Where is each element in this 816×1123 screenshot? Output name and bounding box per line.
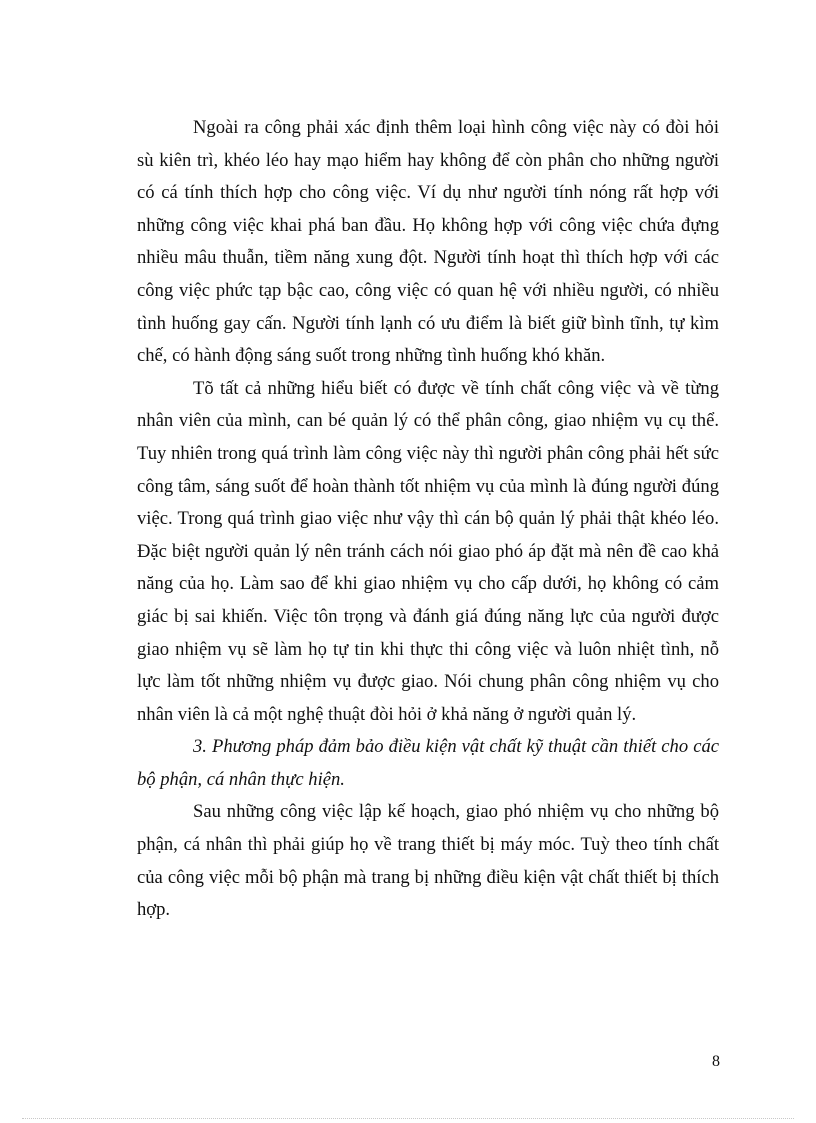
- body-text: [137, 112, 719, 927]
- paragraph-1: Ngoài ra công phải xác định thêm loại hình công việc này có đòi hỏi sù kiên trì, khéo léo hay mạo hiểm hay không để còn phân cho những người có cá tính thích hợp cho công việc. Ví dụ như người tính nóng rất hợp với những công việc khai phá ban đầu. Họ không hợp với công việc chứa đựng nhiều mâu thuẫn, tiềm năng xung đột. Người tính hoạt thì thích hợp với các công việc phức tạp bậc cao, công việc có quan hệ với nhiều người, có nhiều tình huống gay cấn. Người tính lạnh có ưu điểm là biết giữ bình tĩnh, tự kìm chế, có hành động sáng suốt trong những tình huống khó khăn.: [137, 117, 719, 367]
- footer-divider: [22, 1118, 794, 1119]
- paragraph-2: Tõ tất cả những hiểu biết có được về tính chất công việc và về từng nhân viên của mình, can bé quản lý có thể phân công, giao nhiệm vụ cụ thể. Tuy nhiên trong quá trình làm công việc này thì người phân công phải hết sức công tâm, sáng suốt để hoàn thành tốt nhiệm vụ của mình là đúng người đúng việc. Trong quá trình giao việc như vậy thì cán bộ quản lý phải thật khéo léo. Đặc biệt người quản lý nên tránh cách nói giao phó áp đặt mà nên đề cao khả năng của họ. Làm sao để khi giao nhiệm vụ cho cấp dưới, họ không có cảm giác bị sai khiến. Việc tôn trọng và đánh giá đúng năng lực của người được giao nhiệm vụ sẽ làm họ tự tin khi thực thi công việc và luôn nhiệt tình, nỗ lực làm tốt những nhiệm vụ được giao. Nói chung phân công nhiệm vụ cho nhân viên là cả một nghệ thuật đòi hỏi ở khả năng ở người quản lý.: [137, 377, 719, 725]
- paragraph-3: Sau những công việc lập kế hoạch, giao phó nhiệm vụ cho những bộ phận, cá nhân thì phải giúp họ về trang thiết bị máy móc. Tuỳ theo tính chất của công việc mỗi bộ phận mà trang bị những điều kiện vật chất thiết bị thích hợp.: [137, 801, 719, 921]
- page-number: 8: [712, 1053, 720, 1070]
- section-heading: 3. Phương pháp đảm bảo điều kiện vật chất kỹ thuật cần thiết cho các bộ phận, cá nhân thực hiện.: [137, 736, 719, 790]
